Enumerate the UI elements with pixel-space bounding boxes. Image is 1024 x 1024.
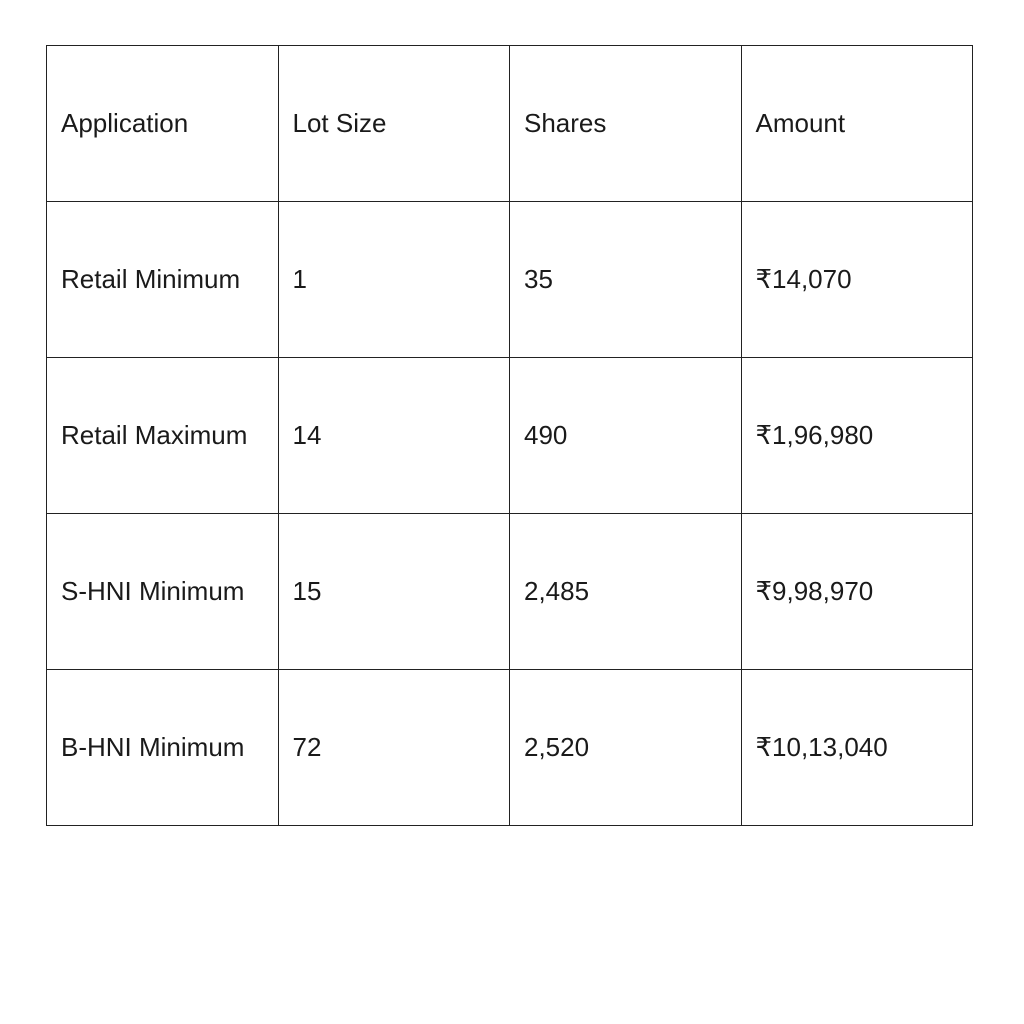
cell-lot-size: 1	[278, 202, 510, 358]
cell-amount: ₹1,96,980	[741, 358, 973, 514]
table-header	[47, 46, 973, 202]
cell-shares: 490	[510, 358, 742, 514]
header-lot-size: Lot Size	[278, 46, 510, 202]
cell-application: S-HNI Minimum	[47, 514, 279, 670]
cell-lot-size: 15	[278, 514, 510, 670]
lot-size-table-container	[46, 45, 973, 826]
cell-amount: ₹10,13,040	[741, 670, 973, 826]
cell-amount: ₹9,98,970	[741, 514, 973, 670]
header-application: Application	[47, 46, 279, 202]
cell-application: B-HNI Minimum	[47, 670, 279, 826]
lot-size-table	[46, 45, 973, 826]
table-row	[47, 358, 973, 514]
cell-amount: ₹14,070	[741, 202, 973, 358]
header-amount: Amount	[741, 46, 973, 202]
cell-shares: 2,520	[510, 670, 742, 826]
cell-application: Retail Maximum	[47, 358, 279, 514]
header-shares: Shares	[510, 46, 742, 202]
cell-application: Retail Minimum	[47, 202, 279, 358]
table-row	[47, 202, 973, 358]
cell-shares: 2,485	[510, 514, 742, 670]
table-body	[47, 202, 973, 826]
table-row	[47, 514, 973, 670]
header-row	[47, 46, 973, 202]
cell-shares: 35	[510, 202, 742, 358]
cell-lot-size: 14	[278, 358, 510, 514]
cell-lot-size: 72	[278, 670, 510, 826]
table-row	[47, 670, 973, 826]
